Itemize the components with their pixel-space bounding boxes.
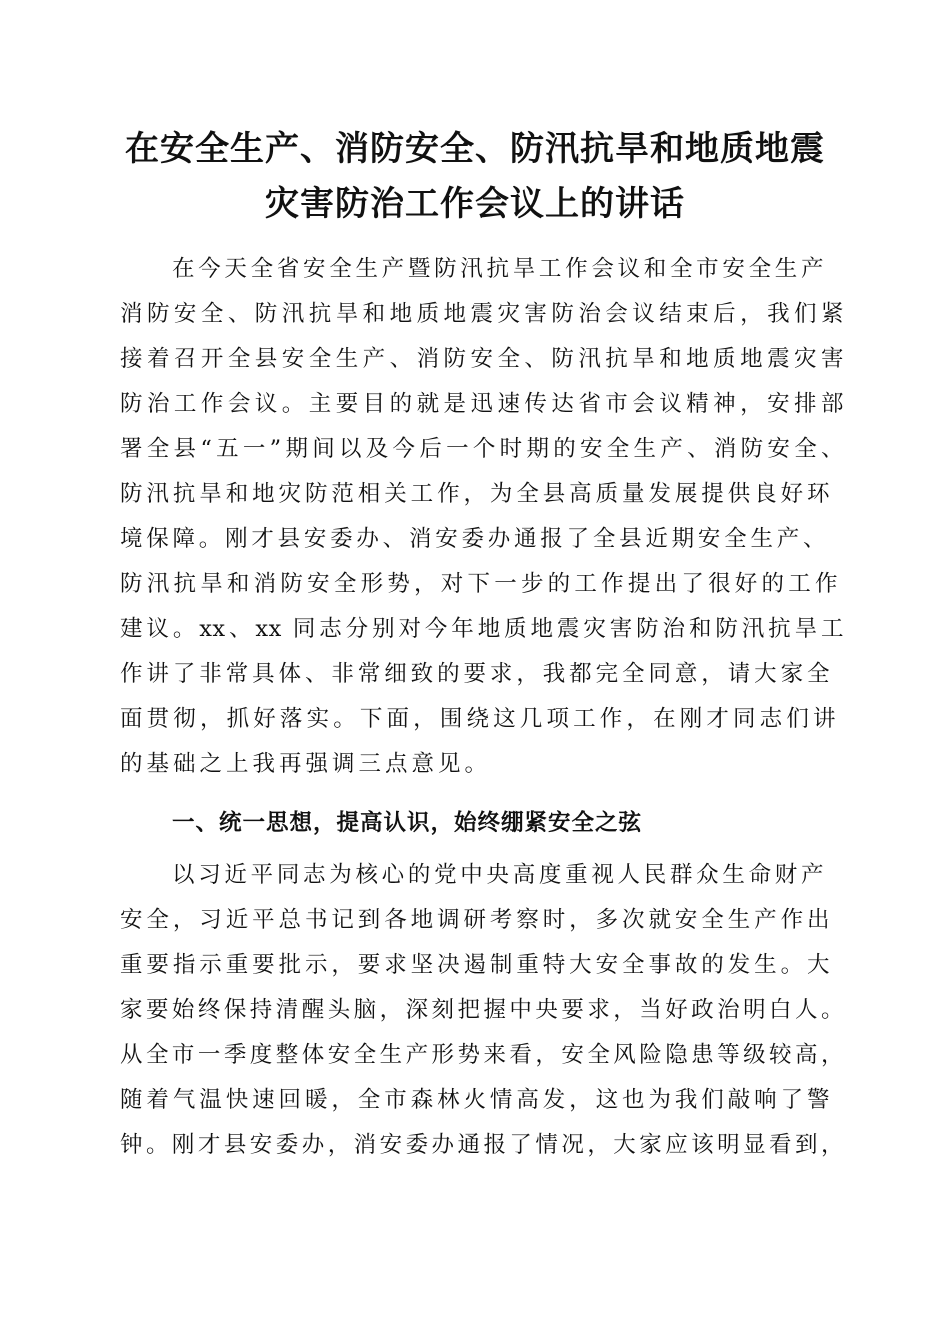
paragraph-line: 作讲了非常具体、非常细致的要求，我都完全同意，请大家全: [120, 661, 830, 687]
paragraph-line: 在今天全省安全生产暨防汛抗旱工作会议和全市安全生产: [172, 256, 824, 282]
paragraph-line: 随着气温快速回暖，全市森林火情高发，这也为我们敲响了警: [120, 1087, 830, 1113]
paragraph-line: 署全县“五一”期间以及今后一个时期的安全生产、消防安全、: [120, 436, 844, 462]
paragraph-line: 境保障。刚才县安委办、消安委办通报了全县近期安全生产、: [120, 526, 826, 552]
paragraph-line: 面贯彻，抓好落实。下面，围绕这几项工作，在刚才同志们讲: [120, 706, 836, 732]
paragraph-line: 家要始终保持清醒头脑，深刻把握中央要求，当好政治明白人。: [120, 997, 844, 1023]
paragraph-line: 建议。xx、xx 同志分别对今年地质地震灾害防治和防汛抗旱工: [120, 616, 844, 642]
paragraph-line: 消防安全、防汛抗旱和地质地震灾害防治会议结束后，我们紧: [120, 301, 844, 327]
paragraph-line: 防汛抗旱和地灾防范相关工作，为全县高质量发展提供良好环: [120, 481, 830, 507]
title-line-2: 灾害防治工作会议上的讲话: [265, 184, 685, 224]
section-heading-1: 一、统一思想，提高认识，始终绷紧安全之弦: [172, 810, 643, 836]
paragraph-line: 的基础之上我再强调三点意见。: [120, 751, 492, 777]
paragraph-line: 安全，习近平总书记到各地调研考察时，多次就安全生产作出: [120, 907, 830, 933]
title-line-1: 在安全生产、消防安全、防汛抗旱和地质地震: [125, 129, 825, 169]
paragraph-line: 防治工作会议。主要目的就是迅速传达省市会议精神，安排部: [120, 391, 844, 417]
paragraph-line: 防汛抗旱和消防安全形势，对下一步的工作提出了很好的工作: [120, 571, 838, 597]
paragraph-line: 钟。刚才县安委办，消安委办通报了情况，大家应该明显看到，: [120, 1132, 844, 1158]
paragraph-line: 从全市一季度整体安全生产形势来看，安全风险隐患等级较高，: [120, 1042, 844, 1068]
paragraph-line: 以习近平同志为核心的党中央高度重视人民群众生命财产: [172, 862, 824, 888]
paragraph-line: 接着召开全县安全生产、消防安全、防汛抗旱和地质地震灾害: [120, 346, 844, 372]
paragraph-line: 重要指示重要批示，要求坚决遏制重特大安全事故的发生。大: [120, 952, 830, 978]
